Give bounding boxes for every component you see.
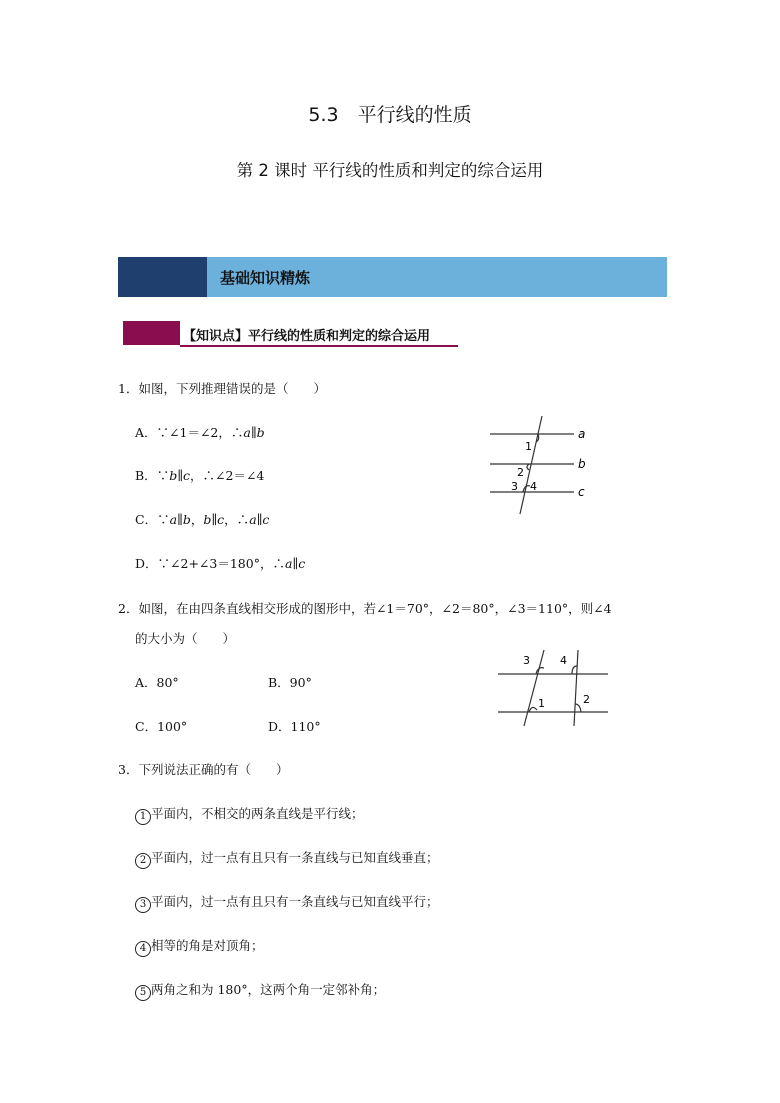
fig1-label-4: 4 <box>530 480 537 493</box>
transversal-line <box>520 416 542 514</box>
knowledge-point-accent <box>123 321 180 345</box>
knowledge-point-label: 【知识点】平行线的性质和判定的综合运用 <box>183 329 431 344</box>
question-2-option-a: A．80° <box>135 675 179 690</box>
fig2-label-3: 3 <box>523 654 530 667</box>
statement-1: 1 平面内，不相交的两条直线是平行线； <box>135 804 364 825</box>
question-2-option-c: C．100° <box>135 719 188 734</box>
section-banner <box>118 257 667 297</box>
question-2-option-d: D．110° <box>268 719 321 734</box>
circled-number-2: 2 <box>135 853 151 869</box>
fig2-right-transversal <box>574 650 578 726</box>
fig1-label-c: c <box>578 485 585 499</box>
fig2-label-1: 1 <box>538 697 545 710</box>
angle-2-arc <box>527 464 529 470</box>
page-subtitle: 第 2 课时 平行线的性质和判定的综合运用 <box>236 161 544 180</box>
statement-2: 2 平面内，过一点有且只有一条直线与已知直线垂直； <box>135 848 439 869</box>
fig1-label-b: b <box>578 457 586 471</box>
fig2-label-2: 2 <box>583 693 590 706</box>
section-banner-accent <box>118 257 207 297</box>
statement-4: 4 相等的角是对顶角； <box>135 936 264 957</box>
question-1-figure <box>484 410 594 518</box>
fig1-label-1: 1 <box>525 440 532 453</box>
circled-number-1: 1 <box>135 809 151 825</box>
fig1-label-3: 3 <box>511 480 518 493</box>
question-2-option-b: B．90° <box>268 675 312 690</box>
knowledge-point-underline <box>180 345 458 347</box>
circled-number-4: 4 <box>135 941 151 957</box>
question-2-stem-line1: 2．如图，在由四条直线相交形成的图形中，若∠1＝70°，∠2＝80°，∠3＝110°，则∠4 <box>118 601 612 616</box>
fig2-angle-1-arc <box>529 707 537 712</box>
fig1-label-2: 2 <box>517 466 524 479</box>
question-1-stem: 1．如图，下列推理错误的是（ ） <box>118 381 326 396</box>
fig2-angle-2-arc <box>575 704 581 712</box>
statement-3: 3 平面内，过一点有且只有一条直线与已知直线平行； <box>135 892 439 913</box>
fig2-label-4: 4 <box>560 654 567 667</box>
question-1-option-b: B．∵b∥c，∴∠2＝∠4 <box>135 468 265 483</box>
statement-5: 5 两角之和为 180°，这两个角一定邻补角； <box>135 980 385 1001</box>
question-1-option-d: D．∵∠2+∠3＝180°，∴a∥c <box>135 556 306 571</box>
circled-number-5: 5 <box>135 985 151 1001</box>
question-1-option-c: C．∵a∥b，b∥c，∴a∥c <box>135 512 270 527</box>
section-banner-label: 基础知识精炼 <box>220 269 311 287</box>
page-title: 5.3 平行线的性质 <box>308 104 472 126</box>
question-3-stem: 3．下列说法正确的有（ ） <box>118 762 289 777</box>
fig1-label-a: a <box>578 427 586 441</box>
circled-number-3: 3 <box>135 897 151 913</box>
question-2-figure <box>494 646 614 728</box>
question-2-stem-line2: 的大小为（ ） <box>135 631 236 646</box>
fig2-angle-3-arc <box>536 668 544 674</box>
question-1-option-a: A．∵∠1＝∠2，∴a∥b <box>135 425 265 440</box>
angle-4-arc <box>523 486 530 492</box>
